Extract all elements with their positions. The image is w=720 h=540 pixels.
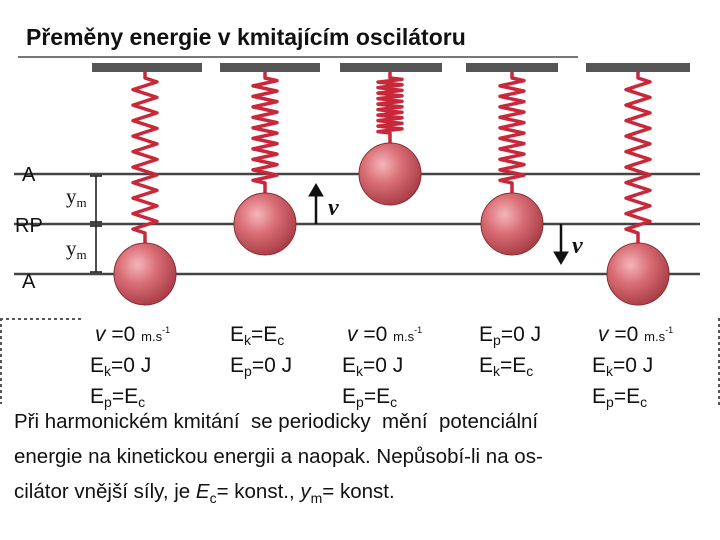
amplitude-subscript: m [76, 247, 87, 262]
ceiling-4 [466, 63, 558, 72]
amplitude-symbol: y [66, 236, 77, 260]
paragraph-line-1: Při harmonickém kmitání se periodicky mění potenciální [14, 410, 539, 433]
paragraph-line-3: cilátor vnější síly, je $E_c=$ konst., $y_m=$ konst. [14, 480, 395, 506]
level-label-bottom: A [22, 271, 36, 293]
spring-3 [378, 72, 402, 143]
amplitude-label-upper [66, 186, 87, 209]
level-label-top: A [22, 164, 36, 186]
ceiling-1 [92, 63, 202, 72]
ball-1 [114, 243, 176, 305]
col4-kinetic-line: $E_k=E_c$ [479, 354, 534, 379]
explanation-paragraph [14, 404, 714, 516]
velocity-label-up: v [328, 195, 339, 221]
amplitude-subscript: m [76, 195, 87, 210]
amplitude-brace-lower [90, 226, 102, 272]
col2-kinetic-line: $E_k=E_c$ [230, 323, 285, 348]
velocity-arrow-up [309, 184, 323, 224]
col5-potential-line: $E_p=E_c$ [592, 385, 648, 410]
velocity-label-down: v [572, 233, 583, 259]
col3-kinetic-line: $E_k=0$ J [342, 354, 404, 379]
col1-velocity-line: v =0 $m.s^{-1}$ [95, 323, 171, 346]
col1-kinetic-line: $E_k=0$ J [90, 354, 152, 379]
col3-potential-line: $E_p=E_c$ [342, 385, 398, 410]
col1-potential-line: $E_p=E_c$ [90, 385, 146, 410]
ceiling-2 [220, 63, 320, 72]
spring-1 [133, 72, 157, 243]
col3-velocity-line: v =0 $m.s^{-1}$ [347, 323, 423, 346]
ball-4 [481, 193, 543, 255]
velocity-arrow-down [554, 224, 568, 264]
col5-velocity-line: v =0 $m.s^{-1}$ [598, 323, 674, 346]
ball-5 [607, 243, 669, 305]
ball-3 [359, 143, 421, 205]
ball-2 [234, 193, 296, 255]
amplitude-label-lower [66, 238, 87, 261]
level-label-middle: RP [15, 215, 43, 237]
ceiling-3 [340, 63, 442, 72]
text-frame-left [0, 318, 82, 404]
amplitude-symbol: y [66, 184, 77, 208]
col4-potential-line: $E_p=0$ J [479, 323, 542, 348]
ceiling-5 [586, 63, 690, 72]
spring-5 [626, 72, 650, 243]
col2-potential-line: $E_p=0$ J [230, 354, 293, 379]
page-title: Přeměny energie v kmitajícím oscilátoru [26, 24, 466, 50]
col5-kinetic-line: $E_k=0$ J [592, 354, 654, 379]
amplitude-brace-upper [90, 176, 102, 222]
paragraph-line-2: energie na kinetickou energii a naopak. Nepůsobí-li na os- [14, 445, 543, 468]
